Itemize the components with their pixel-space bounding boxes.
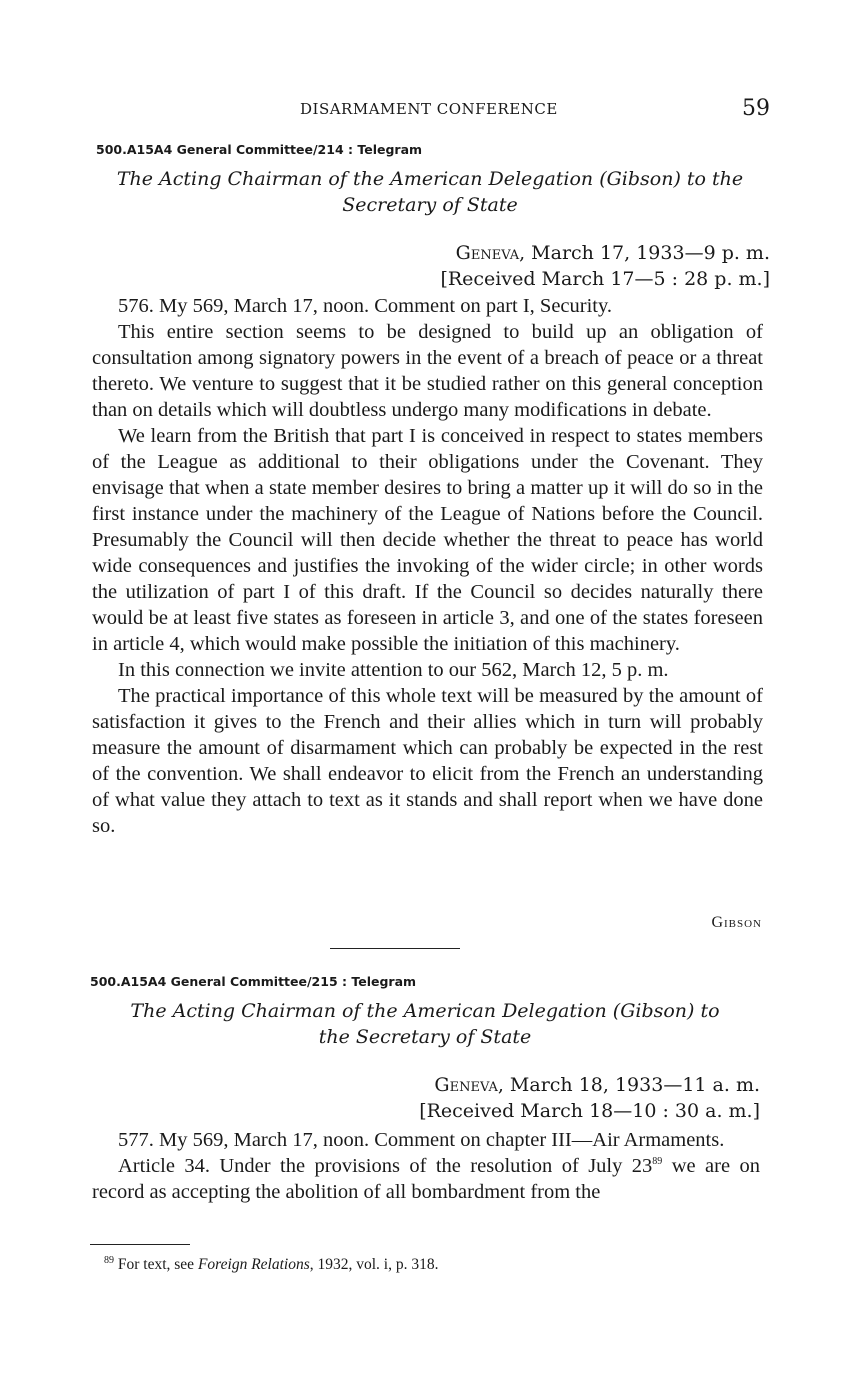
footnote-text: For text, see (114, 1256, 198, 1273)
paragraph-text: Article 34. Under the provisions of the resolution of July 23 (118, 1155, 653, 1177)
footnote (104, 1256, 439, 1274)
dateline-place: Geneva (434, 1074, 498, 1096)
heading-line: the Secretary of State (318, 1026, 532, 1048)
running-title: DISARMAMENT CONFERENCE (300, 100, 558, 118)
heading-line: The Acting Chairman of the American Delegation (Gibson) to the (116, 168, 744, 190)
running-head (0, 98, 858, 124)
page-number: 59 (742, 96, 770, 121)
telegram-body (92, 293, 763, 839)
dateline-received: [Received March 18—10 : 30 a. m.] (419, 1100, 760, 1122)
paragraph: This entire section seems to be designed to build up an obligation of consultation among signatory powers in the event of a breach of peace or a threat thereto. We venture to suggest that it be studied rather on this general conception than on details which will doubtless undergo many modifications in debate. (92, 321, 763, 421)
dateline-date: , March 17, 1933—9 p. m. (519, 242, 770, 264)
dateline-sent (300, 240, 770, 266)
heading-line: The Acting Chairman of the American Delegation (Gibson) to (130, 1000, 720, 1022)
document-heading (92, 166, 768, 218)
paragraph-text: we are on record as accepting the abolition of all bombardment from the (92, 1155, 760, 1203)
dateline-date: , March 18, 1933—11 a. m. (497, 1074, 760, 1096)
paragraph (92, 1153, 760, 1205)
dateline (300, 1072, 760, 1124)
section-divider (330, 948, 460, 949)
footnote-reference[interactable]: 89 (652, 1156, 663, 1168)
dateline-place: Geneva (455, 242, 520, 264)
footnote-text: , 1932, vol. i, p. 318. (309, 1256, 439, 1273)
telegram-body (92, 1127, 760, 1205)
paragraph: The practical importance of this whole text will be measured by the amount of satisfaction it gives to the French and their allies which in turn will probably measure the amount of disarmament which can probably be expected in the rest of the convention. We shall endeavor to elicit from the French an understanding of what value they attach to text as it stands and shall report when we have done so. (92, 685, 763, 837)
footnote-marker: 89 (104, 1254, 114, 1266)
file-reference: 500.A15A4 General Committee/214 : Telegram (96, 142, 423, 157)
footnote-divider (90, 1244, 190, 1245)
paragraph: 576. My 569, March 17, noon. Comment on part I, Security. (118, 295, 613, 317)
paragraph: In this connection we invite attention to our 562, March 12, 5 p. m. (118, 659, 669, 681)
dateline (300, 240, 770, 292)
signature: Gibson (711, 914, 762, 931)
footnote-source-title: Foreign Relations (197, 1256, 310, 1273)
dateline-received: [Received March 17—5 : 28 p. m.] (440, 268, 770, 290)
paragraph: 577. My 569, March 17, noon. Comment on chapter III—Air Armaments. (118, 1129, 725, 1151)
document-heading (100, 998, 750, 1050)
dateline-sent (300, 1072, 760, 1098)
paragraph: We learn from the British that part I is conceived in respect to states members of the League as additional to their obligations under the Covenant. They envisage that when a state member desires to bring a matter up it will do so in the first instance under the machinery of the League of Nations before the Council. Presumably the Council will then decide whether the threat to peace has world wide consequences and justifies the invoking of the wider circle; in other words the utilization of part I of this draft. If the Council so decides naturally there would be at least five states as foreseen in article 3, and one of the states foreseen in article 4, which would make possible the initiation of this machinery. (92, 425, 763, 655)
heading-line: Secretary of State (342, 194, 518, 216)
file-reference: 500.A15A4 General Committee/215 : Telegram (90, 974, 417, 989)
